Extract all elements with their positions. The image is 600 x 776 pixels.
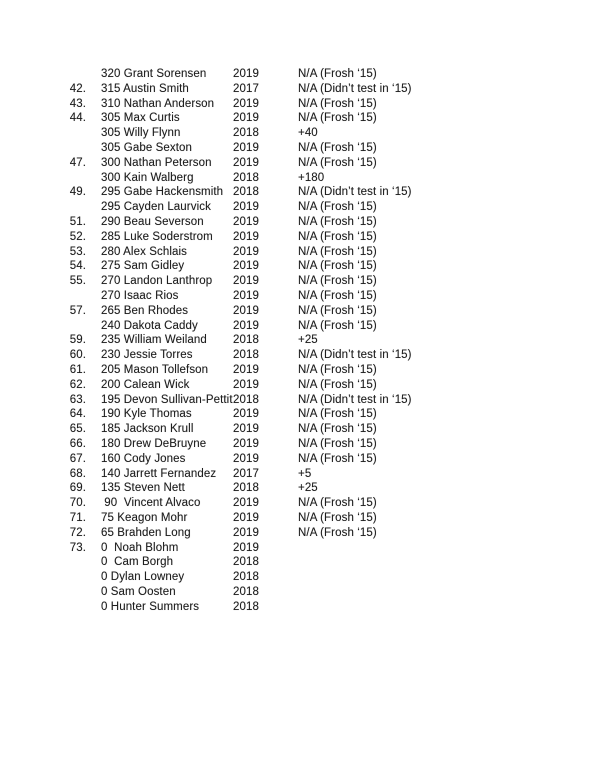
score-name-cell: 205 Mason Tollefson [101, 363, 209, 376]
note-cell: N/A (Frosh ‘15) [298, 378, 377, 391]
table-row [0, 348, 600, 363]
score-name-cell: 240 Dakota Caddy [101, 319, 198, 332]
year-cell: 2018 [233, 585, 259, 598]
note-cell: N/A (Frosh ‘15) [298, 275, 377, 288]
rank-cell: 61. [69, 363, 86, 376]
table-row [0, 570, 600, 585]
year-cell: 2019 [233, 230, 259, 243]
score-name-cell: 305 Gabe Sexton [101, 141, 193, 154]
note-cell: N/A (Didn’t test in ‘15) [298, 82, 412, 95]
table-row [0, 393, 600, 408]
note-cell: +25 [298, 334, 318, 347]
year-cell: 2019 [233, 304, 259, 317]
score-name-cell: 235 William Weiland [101, 334, 207, 347]
score-name-cell: 0 Cam Borgh [101, 556, 174, 569]
note-cell: +25 [298, 482, 318, 495]
note-cell: N/A (Frosh ‘15) [298, 230, 377, 243]
note-cell: N/A (Frosh ‘15) [298, 289, 377, 302]
year-cell: 2019 [233, 378, 259, 391]
score-name-cell: 65 Brahden Long [101, 526, 191, 539]
score-name-cell: 0 Hunter Summers [101, 600, 200, 613]
year-cell: 2018 [233, 349, 259, 362]
table-row [0, 274, 600, 289]
year-cell: 2019 [233, 437, 259, 450]
rank-cell: 66. [69, 437, 86, 450]
year-cell: 2019 [233, 408, 259, 421]
score-name-cell: 230 Jessie Torres [101, 349, 193, 362]
score-name-cell: 270 Isaac Rios [101, 289, 179, 302]
table-row [0, 141, 600, 156]
year-cell: 2017 [233, 82, 259, 95]
year-cell: 2018 [233, 171, 259, 184]
table-row [0, 511, 600, 526]
year-cell: 2018 [233, 600, 259, 613]
table-row [0, 304, 600, 319]
score-name-cell: 305 Max Curtis [101, 112, 180, 125]
table-row [0, 185, 600, 200]
table-row [0, 245, 600, 260]
score-name-cell: 265 Ben Rhodes [101, 304, 189, 317]
score-name-cell: 295 Cayden Laurvick [101, 201, 211, 214]
year-cell: 2018 [233, 127, 259, 140]
rank-cell: 62. [69, 378, 86, 391]
rank-cell: 42. [69, 82, 86, 95]
table-row [0, 171, 600, 186]
year-cell: 2019 [233, 423, 259, 436]
score-name-cell: 315 Austin Smith [101, 82, 189, 95]
note-cell: N/A (Frosh ‘15) [298, 511, 377, 524]
note-cell: N/A (Didn’t test in ‘15) [298, 186, 412, 199]
rank-cell: 73. [69, 541, 86, 554]
table-row [0, 333, 600, 348]
rank-cell: 70. [69, 497, 86, 510]
year-cell: 2019 [233, 452, 259, 465]
year-cell: 2018 [233, 556, 259, 569]
note-cell: N/A (Frosh ‘15) [298, 319, 377, 332]
year-cell: 2018 [233, 482, 259, 495]
note-cell: N/A (Frosh ‘15) [298, 245, 377, 258]
score-name-cell: 185 Jackson Krull [101, 423, 194, 436]
note-cell: N/A (Frosh ‘15) [298, 260, 377, 273]
rank-cell: 47. [69, 156, 86, 169]
rank-cell: 59. [69, 334, 86, 347]
table-row [0, 467, 600, 482]
note-cell: N/A (Frosh ‘15) [298, 97, 377, 110]
rank-cell: 67. [69, 452, 86, 465]
note-cell: N/A (Frosh ‘15) [298, 141, 377, 154]
year-cell: 2019 [233, 97, 259, 110]
note-cell: N/A (Didn’t test in ‘15) [298, 393, 412, 406]
table-row [0, 407, 600, 422]
year-cell: 2019 [233, 511, 259, 524]
rank-cell: 63. [69, 393, 86, 406]
year-cell: 2018 [233, 186, 259, 199]
table-row [0, 111, 600, 126]
rank-cell: 60. [69, 349, 86, 362]
table-row [0, 422, 600, 437]
score-name-cell: 90 Vincent Alvaco [101, 497, 201, 510]
year-cell: 2019 [233, 68, 259, 80]
score-name-cell: 285 Luke Soderstrom [101, 230, 213, 243]
note-cell: N/A (Frosh ‘15) [298, 112, 377, 125]
rank-cell: 53. [69, 245, 86, 258]
note-cell: N/A (Didn’t test in ‘15) [298, 349, 412, 362]
note-cell: N/A (Frosh ‘15) [298, 526, 377, 539]
score-name-cell: 270 Landon Lanthrop [101, 275, 213, 288]
note-cell: +40 [298, 127, 318, 140]
year-cell: 2019 [233, 156, 259, 169]
table-row [0, 126, 600, 141]
year-cell: 2019 [233, 319, 259, 332]
year-cell: 2018 [233, 393, 259, 406]
note-cell: N/A (Frosh ‘15) [298, 363, 377, 376]
score-name-cell: 280 Alex Schlais [101, 245, 187, 258]
year-cell: 2019 [233, 215, 259, 228]
year-cell: 2019 [233, 289, 259, 302]
table-row [0, 555, 600, 570]
rank-cell: 55. [69, 275, 86, 288]
score-name-cell: 135 Steven Nett [101, 482, 185, 495]
table-row [0, 97, 600, 112]
table-row [0, 156, 600, 171]
table-row [0, 452, 600, 467]
note-cell: N/A (Frosh ‘15) [298, 215, 377, 228]
note-cell: N/A (Frosh ‘15) [298, 304, 377, 317]
rank-cell: 54. [69, 260, 86, 273]
rank-cell: 43. [69, 97, 86, 110]
note-cell: N/A (Frosh ‘15) [298, 437, 377, 450]
note-cell: N/A (Frosh ‘15) [298, 68, 377, 80]
table-row [0, 378, 600, 393]
table-row [0, 600, 600, 615]
year-cell: 2019 [233, 497, 259, 510]
score-name-cell: 275 Sam Gidley [101, 260, 185, 273]
year-cell: 2018 [233, 571, 259, 584]
year-cell: 2019 [233, 363, 259, 376]
score-name-cell: 305 Willy Flynn [101, 127, 181, 140]
year-cell: 2019 [233, 275, 259, 288]
score-name-cell: 200 Calean Wick [101, 378, 190, 391]
rank-cell: 51. [69, 215, 86, 228]
score-name-cell: 0 Sam Oosten [101, 585, 176, 598]
score-name-cell: 140 Jarrett Fernandez [101, 467, 217, 480]
rank-cell: 68. [69, 467, 86, 480]
table-row [0, 319, 600, 334]
table-row [0, 496, 600, 511]
score-name-cell: 0 Noah Blohm [101, 541, 179, 554]
score-name-cell: 295 Gabe Hackensmith [101, 186, 224, 199]
year-cell: 2019 [233, 141, 259, 154]
score-name-cell: 190 Kyle Thomas [101, 408, 192, 421]
table-row [0, 289, 600, 304]
ranking-list [0, 67, 600, 614]
year-cell: 2019 [233, 201, 259, 214]
rank-cell: 69. [69, 482, 86, 495]
rank-cell: 52. [69, 230, 86, 243]
score-name-cell: 75 Keagon Mohr [101, 511, 188, 524]
note-cell: N/A (Frosh ‘15) [298, 452, 377, 465]
score-name-cell: 300 Kain Walberg [101, 171, 194, 184]
rank-cell: 64. [69, 408, 86, 421]
score-name-cell: 300 Nathan Peterson [101, 156, 212, 169]
rank-cell: 49. [69, 186, 86, 199]
note-cell: N/A (Frosh ‘15) [298, 156, 377, 169]
table-row [0, 437, 600, 452]
year-cell: 2019 [233, 260, 259, 273]
table-row [0, 67, 600, 82]
note-cell: N/A (Frosh ‘15) [298, 423, 377, 436]
year-cell: 2019 [233, 541, 259, 554]
score-name-cell: 195 Devon Sullivan-Pettit [101, 393, 233, 406]
table-row [0, 215, 600, 230]
note-cell: +180 [298, 171, 325, 184]
rank-cell: 71. [69, 511, 86, 524]
year-cell: 2019 [233, 245, 259, 258]
score-name-cell: 0 Dylan Lowney [101, 571, 185, 584]
score-name-cell: 180 Drew DeBruyne [101, 437, 207, 450]
table-row [0, 363, 600, 378]
score-name-cell: 290 Beau Severson [101, 215, 204, 228]
table-row [0, 230, 600, 245]
table-row [0, 541, 600, 556]
rank-cell: 44. [69, 112, 86, 125]
table-row [0, 481, 600, 496]
note-cell: N/A (Frosh ‘15) [298, 201, 377, 214]
year-cell: 2017 [233, 467, 259, 480]
table-row [0, 259, 600, 274]
rank-cell: 57. [69, 304, 86, 317]
rank-cell: 72. [69, 526, 86, 539]
table-row [0, 526, 600, 541]
score-name-cell: 320 Grant Sorensen [101, 68, 207, 80]
year-cell: 2019 [233, 526, 259, 539]
year-cell: 2019 [233, 112, 259, 125]
rank-cell: 65. [69, 423, 86, 436]
note-cell: N/A (Frosh ‘15) [298, 408, 377, 421]
note-cell: +5 [298, 467, 312, 480]
table-row [0, 82, 600, 97]
table-row [0, 585, 600, 600]
year-cell: 2018 [233, 334, 259, 347]
score-name-cell: 160 Cody Jones [101, 452, 186, 465]
note-cell: N/A (Frosh ‘15) [298, 497, 377, 510]
score-name-cell: 310 Nathan Anderson [101, 97, 215, 110]
table-row [0, 200, 600, 215]
